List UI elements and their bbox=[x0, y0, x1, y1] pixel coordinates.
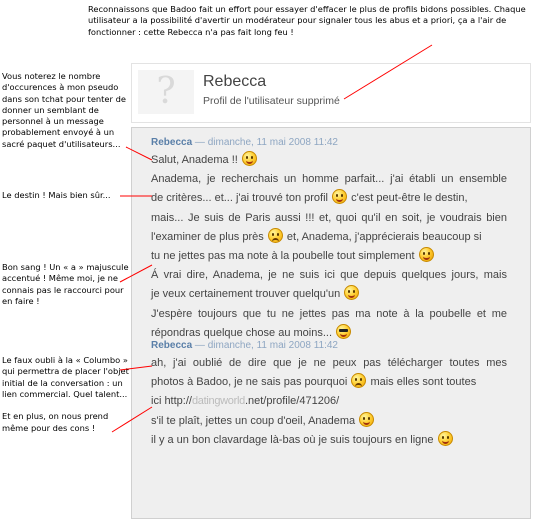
smiley-sad-icon bbox=[268, 228, 283, 243]
annotation-destiny: Le destin ! Mais bien sûr... bbox=[2, 190, 111, 200]
message-block bbox=[151, 338, 507, 450]
annotation-columbo: Le faux oubli à la « Columbo » qui permettra de placer l'objet initial de la conversation : un lien commercial. Quel talent... Et en plus, on nous prend même pour des cons ! bbox=[2, 355, 129, 433]
message-block bbox=[151, 135, 507, 343]
message-line: l'examiner de plus près et, Anadema, j'apprécierais beaucoup si bbox=[151, 228, 507, 247]
message-author[interactable]: Rebecca bbox=[151, 137, 193, 148]
blurred-domain: datingworld bbox=[191, 395, 245, 408]
annotation-pseudo-count: Vous noterez le nombre d'occurences à mon pseudo dans son tchat pour tenter de donner un semblant de personnel à un message probablement envoyé à un sacré paquet d'utilisateurs... bbox=[2, 71, 126, 149]
message-line: de critères... et... j'ai trouvé ton profil c'est peut-être le destin, bbox=[151, 189, 507, 208]
message-line: répondras quelque chose au moins... bbox=[151, 324, 507, 343]
chat-box bbox=[131, 127, 531, 519]
message-line: J'espère toujours que tu ne jettes pas ma note à la poubelle et me bbox=[151, 307, 507, 320]
message-line: Anadema, je recherchais un homme parfait... j'ai établi un ensemble bbox=[151, 173, 507, 186]
message-line: ah, j'ai oublié de dire que je ne peux pas télécharger toutes mes bbox=[151, 357, 507, 369]
smiley-grin-icon bbox=[332, 189, 347, 204]
smiley-grin-icon bbox=[242, 151, 257, 166]
profile-name[interactable]: Rebecca bbox=[203, 73, 267, 90]
message-timestamp: — dimanche, 11 mai 2008 11:42 bbox=[194, 340, 338, 351]
smiley-sweat-icon bbox=[419, 247, 434, 262]
smiley-grin-icon bbox=[359, 412, 374, 427]
message-line: mais... Je suis de Paris aussi !!! et, quoi qu'il en soit, je voudrais bien bbox=[151, 211, 507, 224]
message-timestamp: — dimanche, 11 mai 2008 11:42 bbox=[194, 137, 338, 148]
message-line: s'il te plaît, jettes un coup d'oeil, Anadema bbox=[151, 412, 507, 431]
smiley-sad-icon bbox=[351, 373, 366, 388]
message-line: Á vrai dire, Anadema, je ne suis ici que depuis quelques jours, mais bbox=[151, 269, 507, 282]
smiley-sunglasses-icon bbox=[336, 324, 351, 339]
message-author[interactable]: Rebecca bbox=[151, 340, 193, 351]
avatar-placeholder-icon: ? bbox=[138, 70, 194, 114]
message-link-line[interactable]: ici http://datingworld.net/profile/471206/ bbox=[151, 395, 340, 408]
message-line: photos à Badoo, je ne sais pas pourquoi mais elles sont toutes bbox=[151, 373, 507, 392]
message-header bbox=[151, 338, 507, 354]
message-header bbox=[151, 135, 507, 151]
message-line: Salut, Anadema !! bbox=[151, 151, 507, 170]
annotation-top: Reconnaissons que Badoo fait un effort pour essayer d'effacer le plus de profils bidons possibles. Chaque utilisateur a la possibilité d'avertir un modérateur pour signaler tous les abus et a priori, ça a l'air de fonctionner : cette Rebecca n'a pas fait long feu ! bbox=[88, 4, 526, 37]
smiley-grin-icon bbox=[438, 431, 453, 446]
message-line: il y a un bon clavardage là-bas où je suis toujours en ligne bbox=[151, 431, 507, 450]
smiley-grin-icon bbox=[344, 285, 359, 300]
profile-status: Profil de l'utilisateur supprimé bbox=[203, 95, 340, 107]
message-line: tu ne jettes pas ma note à la poubelle tout simplement bbox=[151, 247, 507, 266]
profile-card bbox=[131, 63, 531, 123]
annotation-accent: Bon sang ! Un « a » majuscule accentué ! Même moi, je ne connais pas le raccourci pour en faire ! bbox=[2, 262, 129, 306]
message-line: je veux certainement trouver quelqu'un bbox=[151, 285, 507, 304]
